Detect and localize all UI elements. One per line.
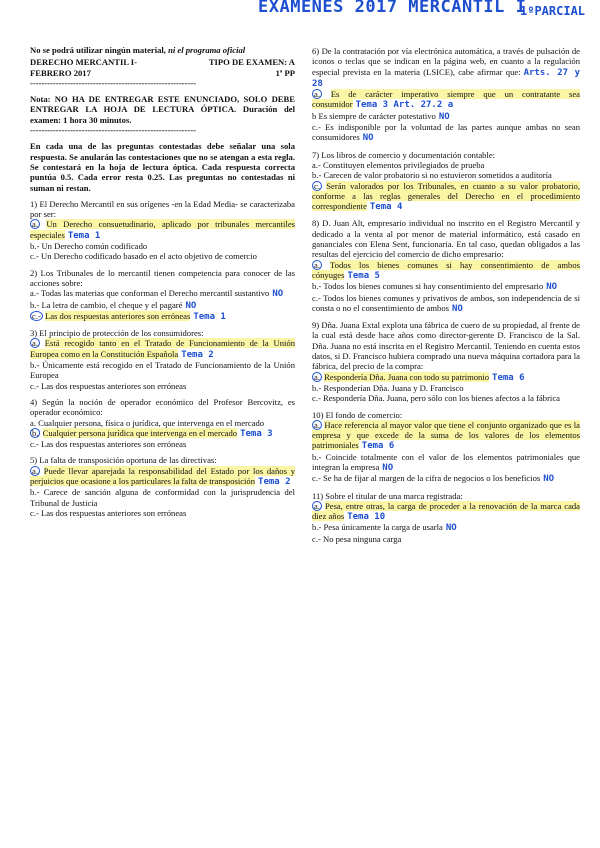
handwritten-note: Tema 5 (347, 270, 380, 281)
exam-date: FEBRERO 2017 (30, 67, 91, 78)
option-text: Está recogido tanto en el Tratado de Funcionamiento de la Unión Europea como en la Constitución Española (30, 338, 295, 359)
questions-right (312, 46, 580, 544)
question-block (30, 199, 295, 262)
handwritten-note: Tema 1 (67, 230, 101, 241)
answer-option (30, 418, 295, 428)
option-letter: a. (314, 371, 320, 382)
handwritten-note: NO (438, 111, 450, 122)
question-text (30, 199, 295, 220)
option-letter: c.- (312, 393, 321, 404)
right-column (312, 40, 580, 544)
question-text (312, 410, 580, 420)
handwritten-note: NO (546, 282, 558, 293)
note: Nota: NO HA DE ENTREGAR ESTE ENUNCIADO, SOLO DEBE ENTREGAR LA HOJA DE LECTURA ÓPTICA. Duración del examen: 1 hora 30 minutos. (30, 94, 295, 125)
option-letter: b (312, 110, 317, 121)
answer-option (312, 501, 580, 523)
answer-option (30, 288, 295, 299)
answer-option (312, 293, 580, 315)
question-block (312, 46, 580, 144)
option-letter: a.- (30, 288, 39, 299)
option-text: Responderían Dña. Juana y D. Francisco (323, 382, 464, 393)
question-block (312, 410, 580, 485)
question-text (30, 397, 295, 418)
answer-option (30, 428, 295, 439)
answer-option (312, 170, 580, 180)
option-letter: c.- (312, 292, 321, 303)
answer-option (312, 372, 580, 383)
option-text: La letra de cambio, el cheque y el pagaré (41, 299, 183, 310)
option-letter: b.- (312, 170, 322, 181)
option-letter: b.- (312, 382, 322, 393)
option-text: Puede llevar aparejada la responsabilidad del Estado por los daños y perjuicios que ocasione a los particulares la falta de transposición (30, 465, 295, 486)
handwritten-note: Tema 2 (181, 349, 214, 360)
question-text (30, 328, 295, 338)
option-text: Las dos respuestas anteriores son erróneas (40, 439, 187, 450)
exam-type: TIPO DE EXAMEN: A (208, 57, 295, 68)
question-stem: 6) De la contratación por vía electrónica automática, a través de pulsación de iconos o teclas que se indican en la página web, en cuanto a la regulación especial prevista en la materia (LSICE), cabe afirmar que: (312, 46, 580, 77)
answer-option (30, 381, 295, 391)
option-letter: a. (314, 500, 320, 511)
answer-option (312, 122, 580, 144)
handwritten-note: NO (362, 133, 374, 144)
answer-option (30, 300, 295, 311)
answer-option (30, 508, 295, 518)
option-text: Cualquier persona jurídica que intervenga en el mercado (42, 427, 238, 438)
option-text: Hace referencia al mayor valor que tiene el conjunto organizado que es la empresa y que excede de la suma de los valores de los elementos patrimoniales (312, 419, 580, 451)
option-letter: b.- (30, 487, 40, 498)
header-title: EXAMENES 2017 MERCANTIL I (258, 0, 527, 17)
option-letter: b.- (30, 241, 40, 252)
option-letter: a. (30, 417, 36, 428)
warning-text: No se podrá utilizar ningún material, (30, 45, 166, 55)
divider-1: ---------------------------------------------------------- (30, 77, 196, 88)
answer-option (30, 439, 295, 449)
option-letter: a. (32, 465, 38, 476)
option-text: Un Derecho codificado basado en el acto objetivo de comercio (40, 251, 257, 262)
option-text: Es indisponible por la voluntad de las partes aunque ambas no sean consumidores (312, 122, 580, 143)
option-letter: c.- (312, 473, 321, 484)
answer-option (312, 473, 580, 484)
answer-option (312, 260, 580, 282)
answer-option (30, 311, 295, 322)
answer-option (30, 241, 295, 251)
option-text: Constituyen elementos privilegiados de prueba (322, 159, 485, 170)
handwritten-note: Tema 1 (193, 311, 226, 322)
option-text: Se ha de fijar al margen de la cifra de negocios o los beneficios (322, 473, 541, 484)
option-letter: c.- (312, 122, 321, 133)
answer-option (312, 181, 580, 213)
exam-pp: 1ª PP (275, 67, 295, 78)
option-text: No pesa ninguna carga (322, 533, 402, 544)
question-stem: 1) El Derecho Mercantil en sus orígenes -en la Edad Media- se caracterizaba por ser: (30, 198, 295, 220)
answer-option (30, 360, 295, 381)
handwritten-note: NO (452, 303, 463, 314)
answer-option (312, 89, 580, 111)
question-text (312, 218, 580, 259)
question-stem: 4) Según la noción de operador económico del Profesor Bercovitz, es operador económico: (30, 396, 295, 418)
answer-option (30, 219, 295, 241)
option-text: Todas las materias que conforman el Derecho mercantil sustantivo (40, 288, 270, 299)
question-text (312, 150, 580, 160)
option-letter: a. (314, 259, 320, 270)
question-stem: 10) El fondo de comercio: (312, 409, 403, 420)
option-text: Respondería Dña. Juana, pero sólo con los bienes afectos a la fábrica (322, 393, 560, 404)
questions-left (30, 199, 295, 518)
question-block (312, 320, 580, 403)
handwritten-note: Tema 6 (492, 372, 525, 383)
question-block (30, 455, 295, 518)
handwritten-note: Tema 3 Art. 27.2 a (355, 100, 454, 111)
option-letter: c.- (30, 251, 39, 262)
option-text: Las dos respuestas anteriores son erróneas (40, 507, 187, 518)
answer-option (312, 534, 580, 544)
handwritten-note: Tema 3 (240, 428, 273, 439)
question-stem: 7) Los libros de comercio y documentación contable: (312, 149, 496, 160)
answer-option (30, 487, 295, 508)
option-text: Coincide totalmente con el valor de los elementos patrimoniales que integran la empresa (312, 451, 580, 472)
warning-text-italic: ni el programa oficial (168, 45, 246, 55)
question-block (30, 268, 295, 322)
answer-option (30, 338, 295, 360)
option-text: Es siempre de carácter potestativo (318, 110, 436, 121)
handwritten-note: Tema 6 (361, 441, 395, 452)
handwritten-note: Arts. 27 y 28 (312, 67, 580, 89)
option-text: Las dos respuestas anteriores son erróneas (40, 380, 187, 391)
option-text: Cualquier persona, física o jurídica, que intervenga en el mercado (38, 417, 265, 428)
option-letter: a. (314, 419, 320, 430)
answer-option (30, 466, 295, 488)
option-letter: a. (314, 89, 320, 100)
answer-option (312, 383, 580, 393)
option-text: Respondería Dña. Juana con todo su patrimonio (324, 371, 490, 382)
option-letter: c.- (30, 507, 39, 518)
question-text (312, 320, 580, 371)
question-text (30, 268, 295, 289)
option-letter: b.- (30, 360, 40, 371)
option-letter: a. (32, 338, 38, 349)
option-text: Pesa únicamente la carga de usarla (323, 522, 443, 533)
question-text (312, 491, 580, 501)
question-block (312, 218, 580, 314)
option-text: Todos los bienes comunes si hay consentimiento del empresario (323, 281, 544, 292)
question-stem: 8) D. Juan Alt, empresario individual no inscrito en el Registro Mercantil y dedicado a la venta al por menor de material informático, está casado en gananciales con Elena Sent, funcionaria. En tal caso, quedan obligados a las resultas del ejercicio del comercio de dicho empresario: (312, 218, 580, 260)
answer-option (312, 452, 580, 474)
option-letter: b.- (30, 299, 40, 310)
option-letter: c.- (32, 310, 41, 321)
warning (30, 45, 295, 55)
option-text: Todos los bienes comunes si hay consentimiento de ambos cónyuges (312, 259, 580, 280)
answer-option (30, 251, 295, 261)
pp-row (30, 68, 295, 78)
handwritten-note: Tema 2 (258, 476, 291, 487)
option-letter: b.- (312, 522, 322, 533)
question-stem: 11) Sobre el titular de una marca registrada: (312, 490, 463, 501)
handwritten-note: NO (543, 474, 555, 485)
question-block (30, 328, 295, 391)
option-letter: c.- (30, 380, 39, 391)
question-block (312, 491, 580, 544)
option-letter: b.- (312, 451, 322, 462)
option-text: Un Derecho común codificado (41, 241, 148, 252)
answer-option (312, 393, 580, 403)
instructions: En cada una de las preguntas contestadas debe señalar una sola respuesta. Se anularán las contestaciones que no se atengan a esta regla. Se contestará en la hoja de lectura óptica. Cada respuesta correcta puntúa 0.5. Cada error resta 0.25. Las preguntas no contestadas ni suman ni restan. (30, 141, 295, 193)
option-text: Un Derecho consuetudinario, aplicado por tribunales mercantiles especiales (30, 219, 295, 240)
left-column (30, 45, 295, 518)
question-stem: 3) El principio de protección de los consumidores: (30, 328, 204, 339)
handwritten-note: NO (445, 523, 457, 534)
answer-option (312, 160, 580, 170)
course-row (30, 57, 295, 67)
question-block (312, 150, 580, 213)
option-letter: a. (32, 219, 38, 230)
answer-option (312, 281, 580, 292)
option-letter: a.- (312, 159, 321, 170)
option-text: Carece de sanción alguna de conformidad con la jurisprudencia del Tribunal de Justicia (30, 487, 295, 508)
header-partial: 1ºPARCIAL (520, 4, 586, 18)
option-text: Únicamente está recogido en el Tratado de Funcionamiento de la Unión Europea (30, 360, 295, 381)
option-text: Todos los bienes comunes y privativos de ambos, son independencia de si consta o no el consentimiento de ambos (312, 292, 580, 313)
handwritten-note: NO (272, 289, 284, 300)
option-text: Es de carácter imperativo siempre que un contratante sea consumidor (312, 89, 580, 110)
question-block (30, 397, 295, 449)
question-stem: 5) La falta de transposición oportuna de las directivas: (30, 455, 217, 466)
option-letter: c.- (30, 439, 39, 450)
handwritten-note: Tema 10 (347, 512, 386, 523)
question-stem: 2) Los Tribunales de lo mercantil tienen competencia para conocer de las acciones sobre: (30, 267, 295, 288)
handwritten-note: NO (185, 300, 197, 311)
handwritten-note: Tema 4 (369, 202, 403, 213)
answer-option (312, 522, 580, 533)
option-letter: b. (32, 427, 39, 438)
question-text (30, 455, 295, 465)
course-name: DERECHO MERCANTIL I- (30, 57, 137, 68)
answer-option (312, 420, 580, 452)
option-letter: c.- (312, 533, 321, 544)
option-letter: b.- (312, 281, 322, 292)
option-text: Carecen de valor probatorio si no estuvieron sometidos a auditoría (323, 170, 552, 181)
divider-2: ---------------------------------------------------------- (30, 125, 196, 136)
answer-option (312, 111, 580, 122)
question-text (312, 46, 580, 89)
question-stem: 9) Dña. Juana Extal explota una fábrica de cuero de su propiedad, al frente de la cual está desde hace años como director-gerente D. Francisco de la Sal. Dña. Juana no está inscrita en el Registro Mercantil. Teniendo en cuenta estos datos, si D. Francisco hubiera comprado una nueva máquina cortadora para la fábrica, del precio de la compra: (312, 320, 580, 372)
option-text: Las dos respuestas anteriores son erróneas (44, 310, 191, 321)
option-text: Serán valorados por los Tribunales, en cuanto a su valor probatorio, conforme a las reglas generales del Derecho en el procedimiento correspondiente (312, 180, 580, 212)
handwritten-note: NO (382, 462, 394, 473)
option-text: Pesa, entre otras, la carga de proceder a la renovación de la marca cada diez años (312, 500, 580, 522)
option-letter: c. (314, 180, 320, 191)
